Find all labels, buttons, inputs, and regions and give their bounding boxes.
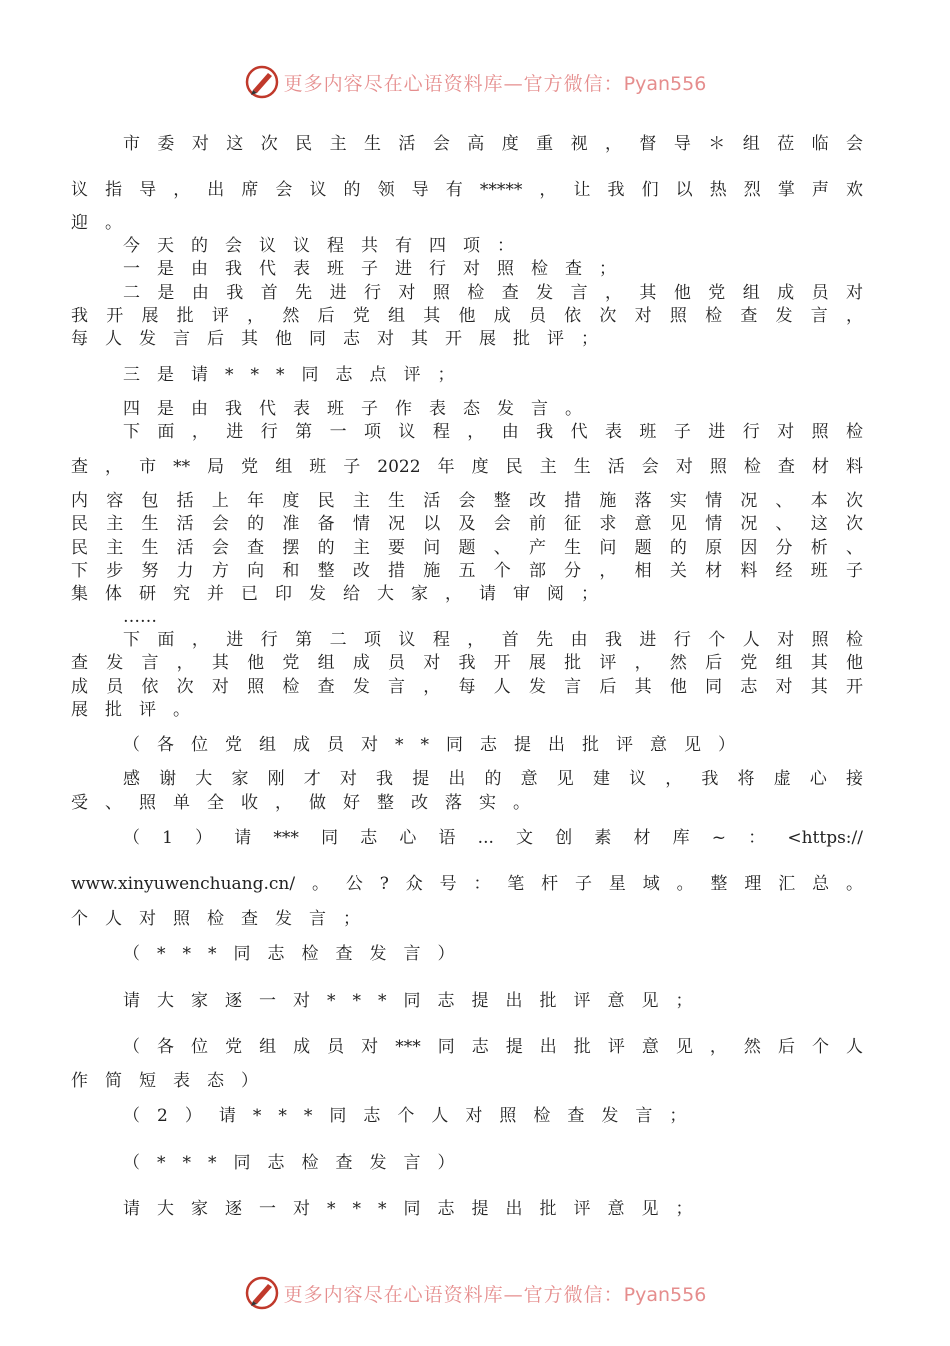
text-line: 民主生活会查摆的主要问题、产生问题的原因分析、 — [71, 538, 863, 558]
text-line: 议指导，出席会议的领导有*****，让我们以热烈掌声欢 — [71, 180, 863, 200]
footer-watermark-text: 更多内容尽在心语资料库—官方微信：Pyan556 — [283, 1283, 707, 1306]
text-line: （各位党组成员对***同志提出批评意见，然后个人 — [123, 1037, 863, 1057]
text-line: 受、照单全收，做好整改落实。 — [71, 793, 547, 813]
text-line: 迎。 — [71, 213, 139, 233]
text-line: 每人发言后其他同志对其开展批评； — [71, 329, 615, 349]
text-line: 个人对照检查发言； — [71, 909, 377, 929]
text-line: 一是由我代表班子进行对照检查； — [123, 259, 633, 279]
text-line: 民主生活会的准备情况以及会前征求意见情况、这次 — [71, 514, 863, 534]
pen-logo-icon — [244, 64, 280, 100]
text-line: （1）请***同志心语...文创素材库~：<https:// — [123, 828, 863, 848]
text-line: 内容包括上年度民主生活会整改措施落实情况、本次 — [71, 491, 863, 511]
text-line: 展批评。 — [71, 700, 207, 720]
text-line: 请大家逐一对***同志提出批评意见； — [123, 991, 710, 1011]
text-line: 三是请***同志点评； — [123, 365, 472, 385]
text-line: 今天的会议议程共有四项： — [123, 236, 531, 256]
text-line: 下步努力方向和整改措施五个部分，相关材料经班子 — [71, 561, 863, 581]
text-line: 我开展批评，然后党组其他成员依次对照检查发言， — [71, 306, 863, 326]
text-line: 查，市**局党组班子2022年度民主生活会对照检查材料 — [71, 457, 863, 477]
text-line: …… — [123, 607, 157, 627]
text-line: 二是由我首先进行对照检查发言，其他党组成员对 — [123, 283, 863, 303]
text-line: 请大家逐一对***同志提出批评意见； — [123, 1199, 710, 1219]
text-line: 四是由我代表班子作表态发言。 — [123, 399, 599, 419]
text-line: （***同志检查发言） — [123, 944, 472, 964]
text-line: 查发言，其他党组成员对我开展批评，然后党组其他 — [71, 653, 863, 673]
text-line: （2）请***同志个人对照检查发言； — [123, 1106, 704, 1126]
text-line: 下面，进行第二项议程，首先由我进行个人对照检 — [123, 630, 863, 650]
text-line: （各位党组成员对**同志提出批评意见） — [123, 735, 752, 755]
text-line: www.xinyuwenchuang.cn/。公?众号：笔杆子星域。整理汇总。 — [71, 874, 863, 894]
text-line: 感谢大家刚才对我提出的意见建议，我将虚心接 — [123, 769, 863, 789]
text-line: （***同志检查发言） — [123, 1153, 472, 1173]
header-watermark — [0, 62, 950, 102]
footer-watermark — [0, 1273, 950, 1313]
pen-logo-icon — [244, 1275, 280, 1311]
text-line: 下面，进行第一项议程，由我代表班子进行对照检 — [123, 422, 863, 442]
text-line: 成员依次对照检查发言，每人发言后其他同志对其开 — [71, 677, 863, 697]
text-line: 作简短表态） — [71, 1071, 275, 1091]
header-watermark-text: 更多内容尽在心语资料库—官方微信：Pyan556 — [283, 72, 707, 95]
text-line: 集体研究并已印发给大家，请审阅； — [71, 584, 615, 604]
text-line: 市委对这次民主生活会高度重视，督导＊组莅临会 — [123, 134, 863, 154]
